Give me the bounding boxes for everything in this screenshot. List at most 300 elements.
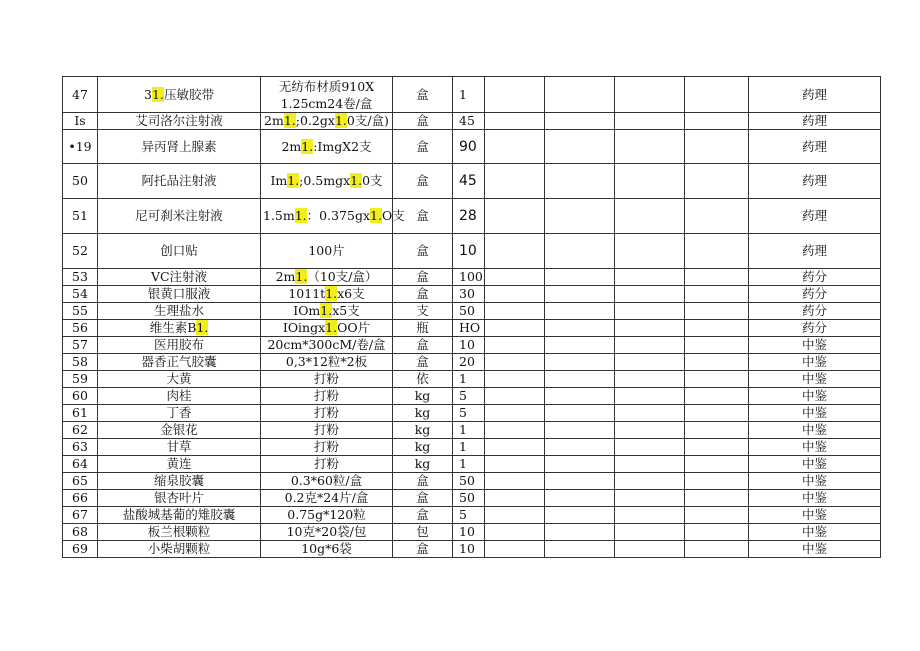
cell-category: 药分 bbox=[749, 269, 881, 286]
table-row bbox=[63, 524, 881, 541]
cell-category: 药分 bbox=[749, 286, 881, 303]
cell-spec bbox=[261, 490, 393, 507]
cell-empty bbox=[545, 473, 615, 490]
text-segment: 打粉 bbox=[313, 439, 339, 454]
cell-empty bbox=[685, 320, 749, 337]
cell-no: 53 bbox=[63, 269, 98, 286]
cell-qty: 5 bbox=[453, 507, 485, 524]
cell-empty bbox=[615, 388, 685, 405]
text-segment: ;0.5mgx bbox=[299, 173, 351, 188]
cell-empty bbox=[545, 422, 615, 439]
cell-empty bbox=[615, 130, 685, 164]
cell-spec bbox=[261, 439, 393, 456]
text-segment: 打粉 bbox=[313, 422, 339, 437]
table-row bbox=[63, 286, 881, 303]
cell-no: 52 bbox=[63, 234, 98, 269]
cell-category: 中鉴 bbox=[749, 507, 881, 524]
cell-empty bbox=[615, 164, 685, 199]
text-segment: :ImgX2支 bbox=[313, 138, 372, 154]
cell-spec bbox=[261, 354, 393, 371]
cell-empty bbox=[485, 524, 545, 541]
cell-category: 药理 bbox=[749, 164, 881, 199]
highlighted-text: 1. bbox=[370, 208, 382, 223]
cell-empty bbox=[485, 473, 545, 490]
text-segment: 2m bbox=[275, 269, 296, 284]
cell-empty bbox=[545, 371, 615, 388]
cell-empty bbox=[545, 439, 615, 456]
cell-empty bbox=[615, 354, 685, 371]
cell-qty: 45 bbox=[453, 164, 485, 199]
cell-no: 47 bbox=[63, 77, 98, 113]
text-segment: 尼可刹米注射液 bbox=[135, 208, 223, 223]
text-segment: 1011t bbox=[288, 286, 326, 301]
cell-qty: 5 bbox=[453, 388, 485, 405]
cell-name bbox=[98, 541, 261, 558]
highlighted-text: 1. bbox=[287, 173, 300, 188]
cell-empty bbox=[545, 337, 615, 354]
cell-unit: 瓶 bbox=[393, 320, 453, 337]
cell-spec bbox=[261, 541, 393, 558]
cell-empty bbox=[685, 77, 749, 113]
cell-unit: 盒 bbox=[393, 130, 453, 164]
cell-spec bbox=[261, 524, 393, 541]
cell-empty bbox=[485, 371, 545, 388]
cell-no: 51 bbox=[63, 199, 98, 234]
cell-no: 65 bbox=[63, 473, 98, 490]
cell-spec bbox=[261, 234, 393, 269]
cell-empty bbox=[545, 130, 615, 164]
cell-empty bbox=[615, 473, 685, 490]
text-segment: 压敏胶带 bbox=[163, 86, 214, 102]
cell-empty bbox=[615, 456, 685, 473]
cell-empty bbox=[615, 439, 685, 456]
cell-empty bbox=[485, 269, 545, 286]
cell-no: 59 bbox=[63, 371, 98, 388]
cell-spec bbox=[261, 337, 393, 354]
cell-empty bbox=[545, 507, 615, 524]
cell-qty: 1 bbox=[453, 422, 485, 439]
text-segment: 板兰根颗粒 bbox=[147, 524, 211, 539]
cell-empty bbox=[485, 354, 545, 371]
cell-name bbox=[98, 371, 261, 388]
text-segment: O支 bbox=[381, 208, 405, 223]
cell-qty: 30 bbox=[453, 286, 485, 303]
cell-empty bbox=[545, 405, 615, 422]
cell-empty bbox=[615, 320, 685, 337]
text-segment: 1.5m bbox=[263, 208, 295, 223]
text-segment: 打粉 bbox=[313, 456, 339, 471]
cell-name bbox=[98, 320, 261, 337]
cell-name bbox=[98, 473, 261, 490]
text-segment: 甘草 bbox=[166, 439, 192, 454]
cell-empty bbox=[685, 473, 749, 490]
cell-empty bbox=[545, 303, 615, 320]
cell-name bbox=[98, 456, 261, 473]
cell-name bbox=[98, 422, 261, 439]
table-row bbox=[63, 337, 881, 354]
cell-empty bbox=[685, 113, 749, 130]
text-segment: IOm bbox=[293, 303, 321, 318]
text-segment: 0支/盒) bbox=[346, 113, 389, 128]
cell-empty bbox=[685, 354, 749, 371]
cell-empty bbox=[545, 354, 615, 371]
text-segment: 0支 bbox=[362, 173, 383, 188]
highlighted-text: 1. bbox=[325, 286, 338, 301]
text-segment: 2m bbox=[281, 138, 302, 154]
cell-empty bbox=[545, 490, 615, 507]
table-row bbox=[63, 490, 881, 507]
cell-empty bbox=[685, 456, 749, 473]
inventory-table bbox=[62, 76, 881, 558]
cell-empty bbox=[615, 422, 685, 439]
cell-category: 药分 bbox=[749, 303, 881, 320]
text-segment: 创口贴 bbox=[160, 243, 198, 258]
table-row bbox=[63, 422, 881, 439]
cell-empty bbox=[615, 371, 685, 388]
cell-qty: 50 bbox=[453, 473, 485, 490]
cell-empty bbox=[685, 388, 749, 405]
cell-empty bbox=[615, 524, 685, 541]
cell-empty bbox=[545, 388, 615, 405]
cell-name bbox=[98, 164, 261, 199]
text-segment: ;0.2gx bbox=[295, 113, 335, 128]
text-segment: 缩泉胶囊 bbox=[153, 473, 204, 488]
cell-unit: 依 bbox=[393, 371, 453, 388]
cell-spec bbox=[261, 456, 393, 473]
cell-category: 中鉴 bbox=[749, 524, 881, 541]
cell-empty bbox=[545, 269, 615, 286]
highlighted-text: 1. bbox=[334, 113, 347, 128]
cell-empty bbox=[685, 422, 749, 439]
text-segment: Im bbox=[270, 173, 288, 188]
cell-name bbox=[98, 524, 261, 541]
cell-spec bbox=[261, 286, 393, 303]
cell-empty bbox=[615, 77, 685, 113]
cell-empty bbox=[485, 320, 545, 337]
cell-empty bbox=[685, 524, 749, 541]
cell-unit: kg bbox=[393, 388, 453, 405]
cell-name bbox=[98, 113, 261, 130]
text-segment: 大黄 bbox=[166, 371, 192, 386]
cell-spec bbox=[261, 77, 393, 113]
cell-qty: 1 bbox=[453, 456, 485, 473]
highlighted-text: 1. bbox=[294, 208, 307, 223]
cell-unit: kg bbox=[393, 439, 453, 456]
cell-empty bbox=[615, 507, 685, 524]
cell-spec bbox=[261, 473, 393, 490]
cell-empty bbox=[485, 164, 545, 199]
cell-category: 药理 bbox=[749, 77, 881, 113]
cell-empty bbox=[545, 164, 615, 199]
text-segment: x5支 bbox=[332, 303, 360, 318]
cell-empty bbox=[615, 541, 685, 558]
text-segment: 打粉 bbox=[313, 371, 339, 386]
cell-empty bbox=[615, 490, 685, 507]
cell-unit: kg bbox=[393, 456, 453, 473]
cell-category: 中鉴 bbox=[749, 473, 881, 490]
cell-category: 药分 bbox=[749, 320, 881, 337]
cell-empty bbox=[615, 269, 685, 286]
text-segment: 阿托品注射液 bbox=[141, 173, 217, 188]
cell-no: 67 bbox=[63, 507, 98, 524]
cell-empty bbox=[485, 130, 545, 164]
table-row bbox=[63, 456, 881, 473]
highlighted-text: 1. bbox=[152, 86, 164, 102]
cell-no: 62 bbox=[63, 422, 98, 439]
cell-no: 50 bbox=[63, 164, 98, 199]
cell-unit: 盒 bbox=[393, 337, 453, 354]
cell-empty bbox=[685, 541, 749, 558]
cell-unit: 盒 bbox=[393, 269, 453, 286]
cell-spec bbox=[261, 113, 393, 130]
cell-qty: 28 bbox=[453, 199, 485, 234]
cell-empty bbox=[685, 199, 749, 234]
cell-qty: 5 bbox=[453, 405, 485, 422]
table-row bbox=[63, 371, 881, 388]
text-segment: 10g*6袋 bbox=[301, 541, 352, 556]
cell-empty bbox=[545, 113, 615, 130]
cell-category: 中鉴 bbox=[749, 405, 881, 422]
cell-spec bbox=[261, 422, 393, 439]
cell-qty: 1 bbox=[453, 371, 485, 388]
cell-spec bbox=[261, 388, 393, 405]
cell-empty bbox=[615, 113, 685, 130]
cell-empty bbox=[485, 234, 545, 269]
text-segment: 丁香 bbox=[166, 405, 192, 420]
cell-name bbox=[98, 130, 261, 164]
cell-spec bbox=[261, 199, 405, 234]
cell-empty bbox=[545, 320, 615, 337]
cell-qty: 1 bbox=[453, 439, 485, 456]
cell-no: Is bbox=[63, 113, 98, 130]
cell-spec bbox=[261, 371, 393, 388]
table-row bbox=[63, 473, 881, 490]
table-row bbox=[63, 164, 881, 199]
table-row bbox=[63, 234, 881, 269]
cell-unit: 盒 bbox=[393, 507, 453, 524]
table-row bbox=[63, 269, 881, 286]
cell-empty bbox=[685, 269, 749, 286]
cell-empty bbox=[685, 507, 749, 524]
table-row bbox=[63, 130, 881, 164]
cell-empty bbox=[485, 541, 545, 558]
text-segment: 黄连 bbox=[166, 456, 192, 471]
cell-empty bbox=[545, 286, 615, 303]
cell-empty bbox=[615, 234, 685, 269]
cell-unit: 盒 bbox=[393, 354, 453, 371]
cell-category: 中鉴 bbox=[749, 456, 881, 473]
cell-category: 中鉴 bbox=[749, 439, 881, 456]
cell-empty bbox=[485, 490, 545, 507]
cell-name bbox=[98, 286, 261, 303]
text-segment: 0.75g*120粒 bbox=[287, 507, 366, 522]
cell-category: 药理 bbox=[749, 130, 881, 164]
cell-spec bbox=[261, 269, 393, 286]
text-segment: 0.2克*24片/盒 bbox=[284, 490, 369, 505]
cell-name bbox=[98, 77, 261, 113]
cell-empty bbox=[615, 199, 685, 234]
cell-unit: kg bbox=[393, 422, 453, 439]
cell-empty bbox=[615, 337, 685, 354]
text-segment: 小柴胡颗粒 bbox=[147, 541, 211, 556]
cell-empty bbox=[545, 199, 615, 234]
cell-empty bbox=[485, 507, 545, 524]
cell-no: 66 bbox=[63, 490, 98, 507]
cell-unit: 盒 bbox=[393, 77, 453, 113]
table-body bbox=[63, 77, 881, 558]
text-segment: 维生素B bbox=[149, 320, 197, 335]
cell-empty bbox=[545, 541, 615, 558]
text-segment: 打粉 bbox=[313, 388, 339, 403]
text-segment: （10支/盒） bbox=[307, 269, 378, 284]
cell-empty bbox=[485, 456, 545, 473]
cell-spec bbox=[261, 507, 393, 524]
cell-empty bbox=[685, 164, 749, 199]
cell-no: 63 bbox=[63, 439, 98, 456]
cell-category: 中鉴 bbox=[749, 490, 881, 507]
cell-unit: 盒 bbox=[393, 541, 453, 558]
cell-no: 61 bbox=[63, 405, 98, 422]
cell-name bbox=[98, 199, 261, 234]
cell-no: 58 bbox=[63, 354, 98, 371]
cell-category: 药理 bbox=[749, 199, 881, 234]
text-segment: 银黄口服液 bbox=[147, 286, 211, 301]
text-segment: 2m bbox=[264, 113, 284, 128]
text-segment: 异丙肾上腺素 bbox=[141, 138, 217, 154]
cell-no: 64 bbox=[63, 456, 98, 473]
cell-category: 中鉴 bbox=[749, 388, 881, 405]
cell-category: 中鉴 bbox=[749, 354, 881, 371]
cell-unit: 盒 bbox=[393, 164, 453, 199]
cell-unit: 盒 bbox=[393, 473, 453, 490]
text-segment: 10克*20袋/包 bbox=[286, 524, 367, 539]
cell-empty bbox=[485, 286, 545, 303]
cell-empty bbox=[485, 422, 545, 439]
cell-unit: 盒 bbox=[393, 286, 453, 303]
table-row bbox=[63, 507, 881, 524]
text-segment: 医用胶布 bbox=[153, 337, 204, 352]
cell-name bbox=[98, 388, 261, 405]
cell-name bbox=[98, 354, 261, 371]
cell-category: 中鉴 bbox=[749, 422, 881, 439]
cell-empty bbox=[485, 388, 545, 405]
cell-qty: HO bbox=[453, 320, 485, 337]
cell-category: 中鉴 bbox=[749, 541, 881, 558]
text-segment: 盐酸城基葡的雉胶囊 bbox=[122, 507, 236, 522]
cell-unit: 盒 bbox=[393, 234, 453, 269]
cell-qty: 10 bbox=[453, 524, 485, 541]
cell-empty bbox=[615, 405, 685, 422]
cell-no: 55 bbox=[63, 303, 98, 320]
highlighted-text: 1. bbox=[295, 269, 308, 284]
cell-empty bbox=[485, 337, 545, 354]
cell-spec bbox=[261, 320, 393, 337]
highlighted-text: 1. bbox=[350, 173, 363, 188]
cell-unit: 支 bbox=[393, 303, 453, 320]
text-segment: IOingx bbox=[282, 320, 326, 335]
text-segment: 20cm*300cM/卷/盒 bbox=[267, 337, 386, 352]
cell-empty bbox=[485, 199, 545, 234]
cell-qty: 10 bbox=[453, 541, 485, 558]
table-row bbox=[63, 541, 881, 558]
text-segment: VC注射液 bbox=[150, 269, 208, 284]
cell-empty bbox=[685, 130, 749, 164]
cell-empty bbox=[685, 337, 749, 354]
text-segment: x6支 bbox=[337, 286, 365, 301]
text-segment: 器香正气胶囊 bbox=[141, 354, 217, 369]
highlighted-text: 1. bbox=[283, 113, 296, 128]
cell-empty bbox=[545, 456, 615, 473]
text-segment: 无纺布材质910X 1.25cm24卷/盒 bbox=[278, 78, 375, 111]
cell-empty bbox=[685, 405, 749, 422]
text-segment: 金银花 bbox=[160, 422, 198, 437]
cell-empty bbox=[615, 286, 685, 303]
cell-name bbox=[98, 490, 261, 507]
cell-no: 60 bbox=[63, 388, 98, 405]
cell-unit: 盒 bbox=[393, 199, 453, 234]
highlighted-text: 1. bbox=[325, 320, 338, 335]
text-segment: 100片 bbox=[308, 243, 345, 258]
cell-no: 56 bbox=[63, 320, 98, 337]
highlighted-text: 1. bbox=[196, 320, 209, 335]
text-segment: 艾司洛尔注射液 bbox=[135, 113, 223, 128]
cell-category: 药理 bbox=[749, 113, 881, 130]
cell-empty bbox=[685, 490, 749, 507]
cell-empty bbox=[485, 439, 545, 456]
cell-no: 68 bbox=[63, 524, 98, 541]
cell-qty: 50 bbox=[453, 490, 485, 507]
cell-qty: 45 bbox=[453, 113, 485, 130]
cell-category: 药理 bbox=[749, 234, 881, 269]
text-segment: ：0.375gx bbox=[306, 208, 371, 223]
table-row bbox=[63, 439, 881, 456]
cell-no: 57 bbox=[63, 337, 98, 354]
cell-empty bbox=[685, 234, 749, 269]
cell-qty: 100 bbox=[453, 269, 485, 286]
cell-spec bbox=[261, 164, 393, 199]
text-segment: 生理盐水 bbox=[153, 303, 204, 318]
cell-no: 69 bbox=[63, 541, 98, 558]
cell-name bbox=[98, 405, 261, 422]
cell-unit: 盒 bbox=[393, 113, 453, 130]
cell-spec bbox=[261, 130, 393, 164]
cell-name bbox=[98, 439, 261, 456]
cell-empty bbox=[685, 303, 749, 320]
table-row bbox=[63, 77, 881, 113]
cell-name bbox=[98, 269, 261, 286]
cell-unit: 包 bbox=[393, 524, 453, 541]
cell-empty bbox=[485, 113, 545, 130]
text-segment: 3 bbox=[144, 86, 152, 102]
cell-qty: 50 bbox=[453, 303, 485, 320]
cell-unit: kg bbox=[393, 405, 453, 422]
table-row bbox=[63, 388, 881, 405]
cell-name bbox=[98, 303, 261, 320]
table-row bbox=[63, 303, 881, 320]
cell-no: •19 bbox=[63, 130, 98, 164]
table-row bbox=[63, 320, 881, 337]
cell-qty: 1 bbox=[453, 77, 485, 113]
cell-empty bbox=[485, 405, 545, 422]
highlighted-text: 1. bbox=[301, 138, 314, 154]
table-row bbox=[63, 113, 881, 130]
cell-qty: 20 bbox=[453, 354, 485, 371]
cell-name bbox=[98, 234, 261, 269]
cell-qty: 10 bbox=[453, 337, 485, 354]
cell-empty bbox=[685, 371, 749, 388]
cell-empty bbox=[485, 77, 545, 113]
table-row bbox=[63, 405, 881, 422]
